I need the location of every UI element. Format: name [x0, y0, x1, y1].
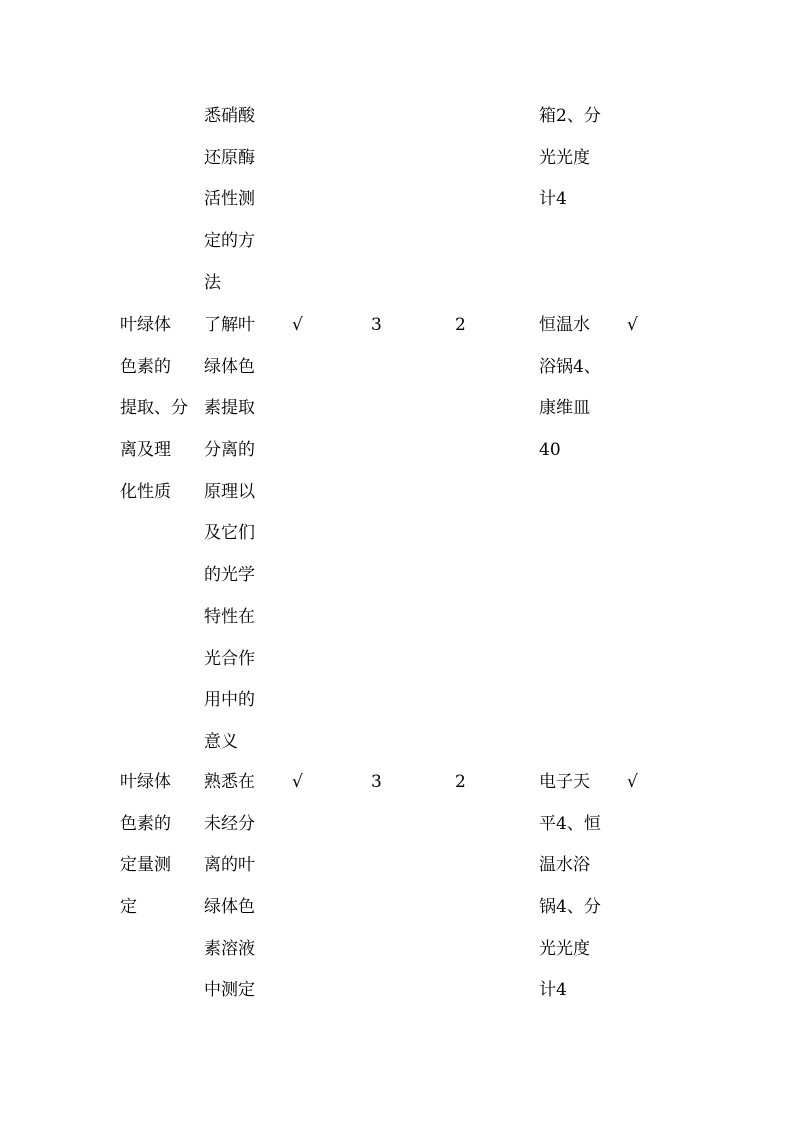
- row2-description-line: 绿体色: [204, 897, 255, 918]
- row1-description-line: 用中的: [204, 690, 255, 711]
- row2-experiment-name: [120, 762, 171, 929]
- row1-name-line: 叶绿体: [120, 315, 171, 335]
- row1-name-line: 提取、分: [120, 398, 188, 419]
- row1-experiment-name: [120, 305, 188, 513]
- row1-equipment-line: 恒温水: [539, 315, 590, 335]
- row0-equipment-line: 箱2、分: [539, 106, 601, 126]
- row0-description-line: 法: [204, 272, 221, 293]
- row0-description-line: 活性测: [204, 189, 255, 210]
- row2-checkmark: √: [292, 772, 303, 792]
- row1-equipment-line: 康维皿: [539, 398, 590, 419]
- row0-description: [204, 96, 255, 304]
- row1-name-line: 离及理: [120, 440, 171, 461]
- row1-checkmark: √: [292, 315, 303, 335]
- row2-description-line: 未经分: [204, 813, 255, 834]
- row1-value-b: 2: [455, 315, 466, 335]
- row1-description-line: 意义: [204, 731, 238, 752]
- row2-description: [204, 762, 255, 1012]
- row2-description-line: 熟悉在: [204, 772, 255, 792]
- row0-description-line: 悉硝酸: [204, 106, 255, 126]
- row1-description-line: 特性在: [204, 606, 255, 627]
- row1-description-line: 的光学: [204, 565, 255, 586]
- row2-name-line: 色素的: [120, 813, 171, 834]
- row0-equipment-line: 计4: [539, 189, 567, 210]
- row1-description-line: 及它们: [204, 523, 255, 544]
- row0-equipment-line: 光光度: [539, 147, 590, 168]
- row2-description-line: 离的叶: [204, 855, 255, 876]
- row2-description-line: 中测定: [204, 980, 255, 1001]
- row0-description-line: 定的方: [204, 231, 255, 252]
- row2-equipment-line: 温水浴: [539, 855, 590, 876]
- row1-value-a: 3: [371, 315, 382, 335]
- row1-equipment-line: 浴锅4、: [539, 356, 601, 377]
- row1-description-line: 分离的: [204, 440, 255, 461]
- row1-description-line: 原理以: [204, 481, 255, 502]
- row1-description-line: 素提取: [204, 398, 255, 419]
- row2-checkmark-2: √: [627, 772, 638, 792]
- row2-value-b: 2: [455, 772, 466, 792]
- row1-name-line: 色素的: [120, 356, 171, 377]
- row1-description-line: 了解叶: [204, 315, 255, 335]
- row2-equipment-line: 平4、恒: [539, 813, 601, 834]
- row1-name-line: 化性质: [120, 481, 171, 502]
- row1-description-line: 光合作: [204, 648, 255, 669]
- row1-equipment-line: 40: [539, 440, 561, 461]
- row1-equipment: [539, 305, 601, 472]
- row2-equipment-line: 计4: [539, 980, 567, 1001]
- row2-equipment-line: 电子天: [539, 772, 590, 792]
- row2-name-line: 叶绿体: [120, 772, 171, 792]
- row2-equipment-line: 光光度: [539, 938, 590, 959]
- row0-description-line: 还原酶: [204, 147, 255, 168]
- row2-value-a: 3: [371, 772, 382, 792]
- row1-description-line: 绿体色: [204, 356, 255, 377]
- row2-name-line: 定量测: [120, 855, 171, 876]
- row2-equipment-line: 锅4、分: [539, 897, 601, 918]
- row1-description: [204, 305, 255, 764]
- row2-name-line: 定: [120, 897, 137, 918]
- row0-equipment: [539, 96, 601, 221]
- row1-checkmark-2: √: [627, 315, 638, 335]
- row2-equipment: [539, 762, 601, 1012]
- row2-description-line: 素溶液: [204, 938, 255, 959]
